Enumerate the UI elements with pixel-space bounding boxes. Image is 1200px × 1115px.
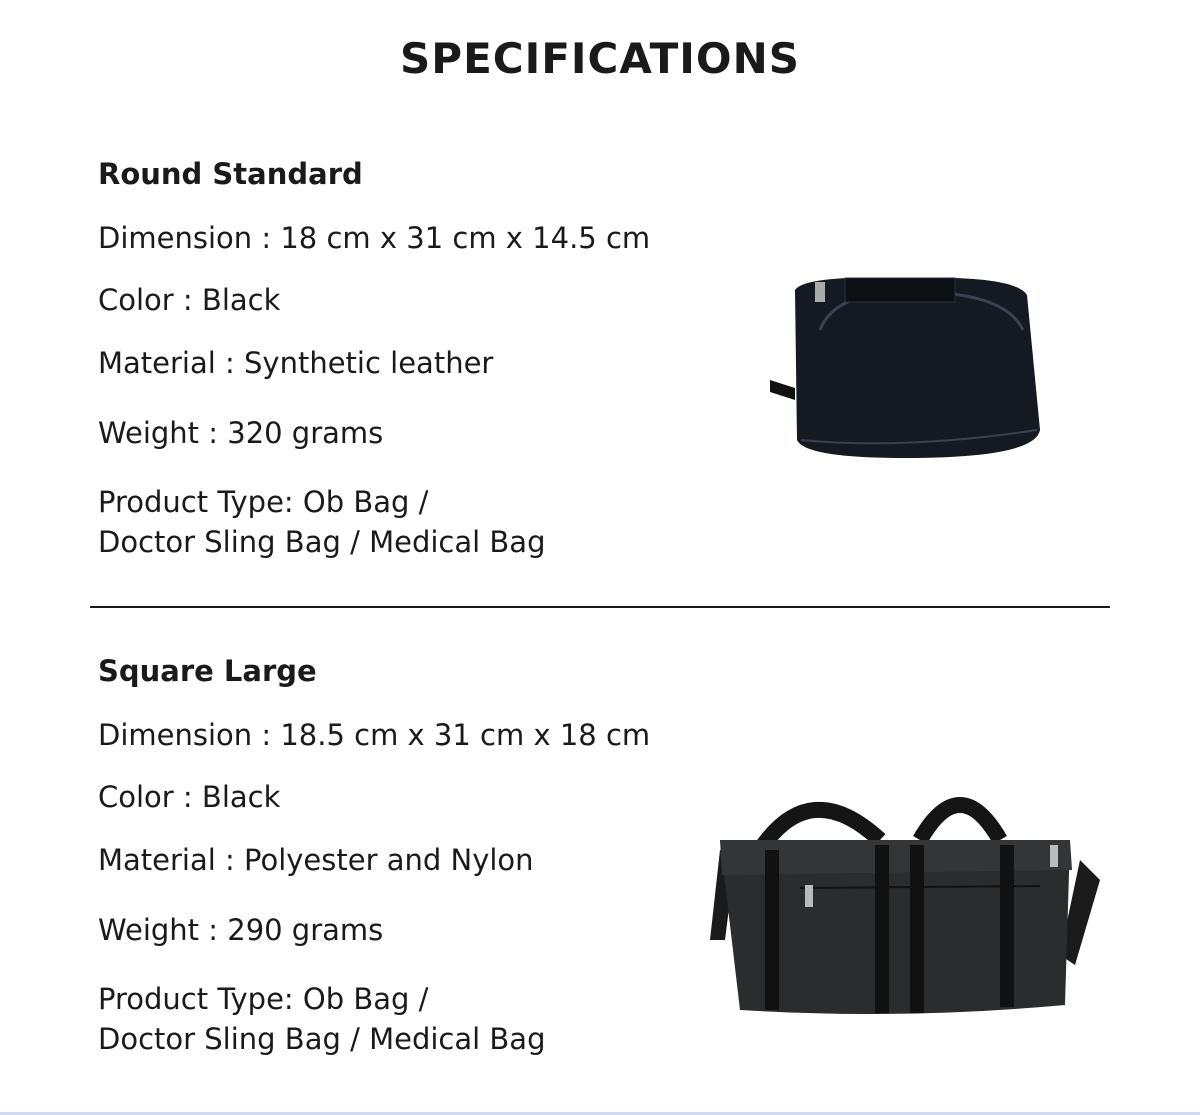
product-name: Square Large	[98, 654, 317, 688]
spec-type-line2: Doctor Sling Bag / Medical Bag	[98, 1022, 546, 1056]
spec-color: Color : Black	[98, 780, 281, 814]
section-divider	[90, 606, 1110, 608]
spec-dimension: Dimension : 18 cm x 31 cm x 14.5 cm	[98, 221, 651, 255]
spec-color: Color : Black	[98, 283, 281, 317]
spec-weight: Weight : 290 grams	[98, 913, 384, 947]
spec-material: Material : Polyester and Nylon	[98, 843, 534, 877]
page-title: SPECIFICATIONS	[400, 34, 800, 83]
spec-type-line2: Doctor Sling Bag / Medical Bag	[98, 525, 546, 559]
square-large-bag-image	[700, 780, 1110, 1020]
round-standard-bag-image	[765, 270, 1055, 465]
spec-dimension: Dimension : 18.5 cm x 31 cm x 18 cm	[98, 718, 651, 752]
spec-type-line1: Product Type: Ob Bag /	[98, 982, 429, 1016]
spec-type-line1: Product Type: Ob Bag /	[98, 485, 429, 519]
spec-weight: Weight : 320 grams	[98, 416, 384, 450]
spec-material: Material : Synthetic leather	[98, 346, 494, 380]
product-name: Round Standard	[98, 157, 363, 191]
